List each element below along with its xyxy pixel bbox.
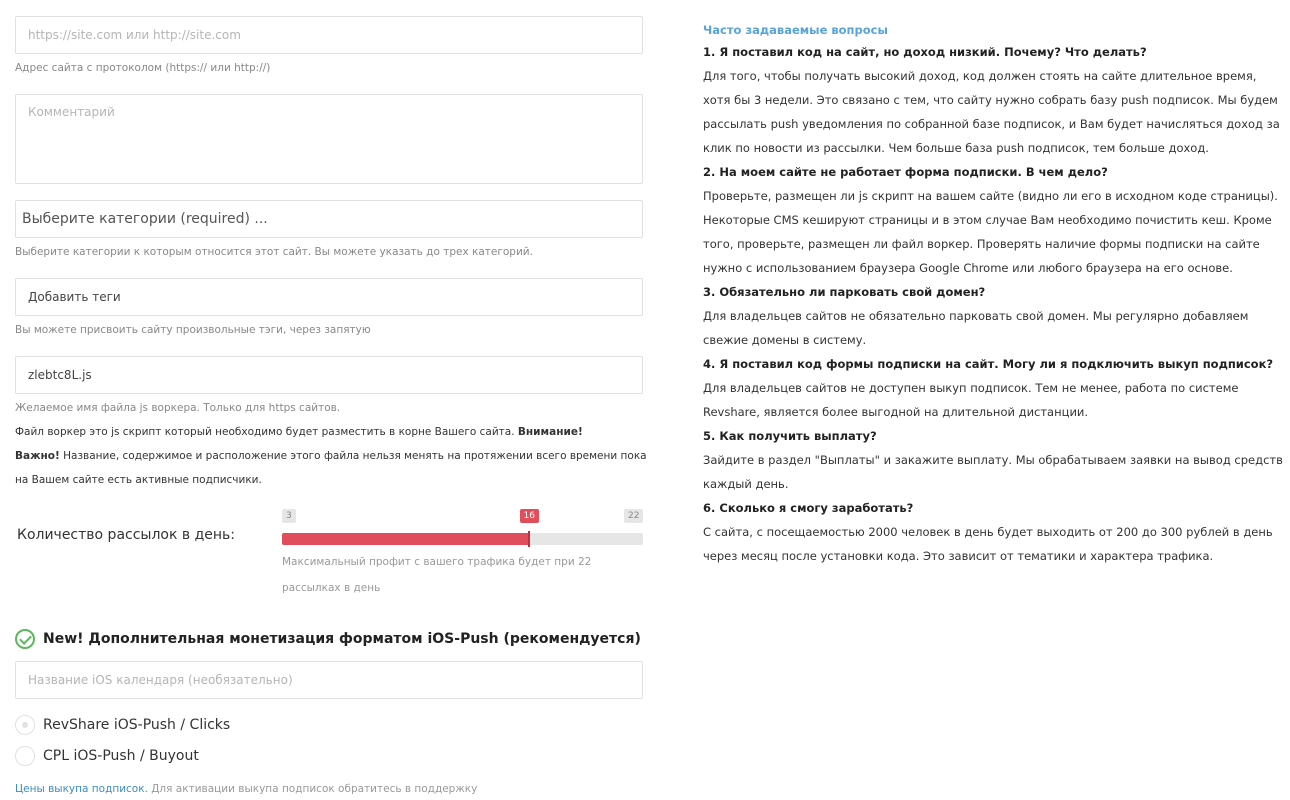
faq-panel <box>703 20 1283 568</box>
buyout-note <box>15 783 477 795</box>
radio-cpl[interactable] <box>15 746 199 766</box>
mailings-slider[interactable] <box>282 533 643 545</box>
slider-min-label: 3 <box>282 509 296 523</box>
faq-answer: Проверьте, размещен ли js скрипт на вашем сайте (видно ли его в исходном коде страницы). Некоторые CMS кешируют страницы и в этом случае Вам необходимо почистить кеш. Кроме того, проверьте, размещен ли файл воркер. Проверять наличие формы подписки на сайте нужно с использованием браузера Google Chrome или любого браузера на его основе. <box>703 189 1278 275</box>
worker-note <box>15 420 655 492</box>
radio-cpl-label: CPL iOS-Push / Buyout <box>43 748 199 764</box>
site-url-input[interactable]: https://site.com или http://site.com <box>15 16 643 54</box>
faq-answer: Для владельцев сайтов не обязательно парковать свой домен. Мы регулярно добавляем свежие домены в систему. <box>703 309 1249 347</box>
site-url-hint: Адрес сайта с протоколом (https:// или http://) <box>15 62 271 74</box>
slider-handle[interactable] <box>528 531 530 547</box>
faq-title: Часто задаваемые вопросы <box>703 23 888 37</box>
buyout-prices-link[interactable]: Цены выкупа подписок. <box>15 783 148 795</box>
slider-max-label: 22 <box>624 509 643 523</box>
faq-question: 2. На моем сайте не работает форма подписки. В чем дело? <box>703 165 1108 179</box>
mailings-label: Количество рассылок в день: <box>17 527 236 543</box>
ios-calendar-input[interactable]: Название iOS календаря (необязательно) <box>15 661 643 699</box>
faq-question: 1. Я поставил код на сайт, но доход низкий. Почему? Что делать? <box>703 45 1147 59</box>
worker-note-text: Файл воркер это js скрипт который необходимо будет разместить в корне Вашего сайта. <box>15 426 518 438</box>
faq-question: 6. Сколько я смогу заработать? <box>703 501 914 515</box>
worker-note-text-2: Название, содержимое и расположение этого файла нельзя менять на протяжении всего времени пока на Вашем сайте есть активные подписчики. <box>15 450 647 486</box>
tags-input[interactable]: Добавить теги <box>15 278 643 316</box>
categories-hint: Выберите категории к которым относится этот сайт. Вы можете указать до трех категорий. <box>15 246 533 258</box>
categories-select[interactable]: Выберите категории (required) ... <box>15 200 643 238</box>
faq-answer: Зайдите в раздел "Выплаты" и закажите выплату. Мы обрабатываем заявки на вывод средств каждый день. <box>703 453 1283 491</box>
worker-note-attention: Внимание! <box>517 426 583 438</box>
comment-textarea[interactable]: Комментарий <box>15 94 643 184</box>
slider-hint: Максимальный профит с вашего трафика будет при 22 рассылках в день <box>282 556 592 594</box>
faq-answer: Для того, чтобы получать высокий доход, код должен стоять на сайте длительное время, хотя бы 3 недели. Это связано с тем, что сайту нужно собрать базу push подписок. Мы будем рассылать push уведомления по собранной базе подписок, и Вам будет начисляться доход за клик по новости из рассылки. Чем больше база push подписок, тем больше доход. <box>703 69 1280 155</box>
faq-list <box>703 40 1283 568</box>
ios-push-heading <box>15 629 641 649</box>
worker-filename-input[interactable]: zlebtc8L.js <box>15 356 643 394</box>
faq-question: 4. Я поставил код формы подписки на сайт. Могу ли я подключить выкуп подписок? <box>703 357 1274 371</box>
faq-answer: С сайта, с посещаемостью 2000 человек в день будет выходить от 200 до 300 рублей в день через месяц после установки кода. Это зависит от тематики и характера трафика. <box>703 525 1273 563</box>
ios-push-title: New! Дополнительная монетизация форматом iOS-Push (рекомендуется) <box>43 631 641 647</box>
radio-revshare[interactable] <box>15 715 230 735</box>
faq-question: 3. Обязательно ли парковать свой домен? <box>703 285 986 299</box>
worker-note-important: Важно! <box>15 450 60 462</box>
radio-revshare-label: RevShare iOS-Push / Clicks <box>43 717 231 733</box>
slider-value-label: 16 <box>520 509 539 523</box>
worker-hint: Желаемое имя файла js воркера. Только для https сайтов. <box>15 402 341 414</box>
buyout-note-text: Для активации выкупа подписок обратитесь в поддержку <box>147 783 478 795</box>
faq-answer: Для владельцев сайтов не доступен выкуп подписок. Тем не менее, работа по системе Revshare, является более выгодной на длительной дистанции. <box>703 381 1239 419</box>
slider-fill <box>282 533 529 545</box>
faq-question: 5. Как получить выплату? <box>703 429 877 443</box>
check-circle-icon <box>15 629 35 649</box>
tags-hint: Вы можете присвоить сайту произвольные тэги, через запятую <box>15 324 371 336</box>
radio-button[interactable] <box>15 746 35 766</box>
radio-button[interactable] <box>15 715 35 735</box>
